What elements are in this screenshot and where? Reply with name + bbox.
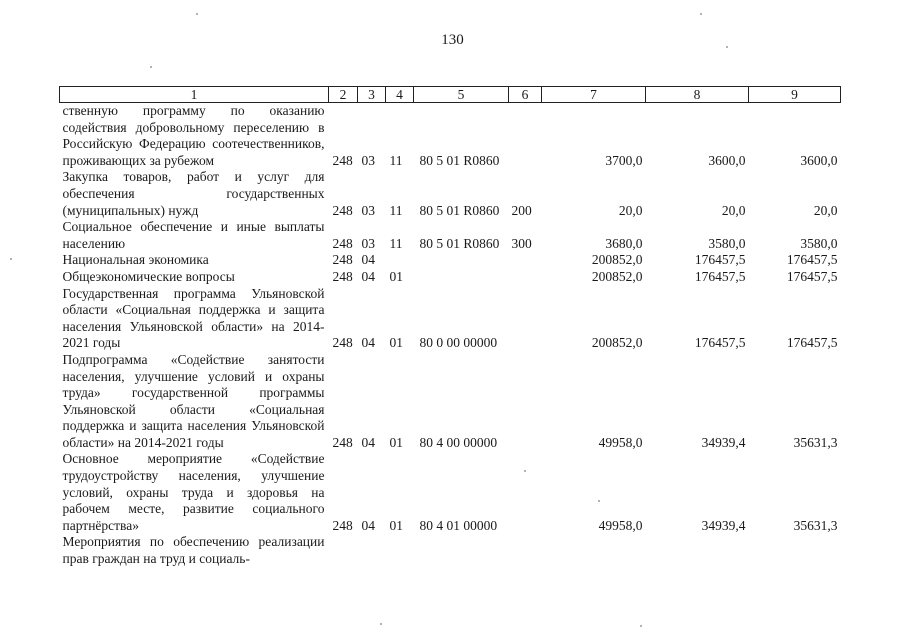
table-row xyxy=(60,352,841,452)
scan-speck xyxy=(700,13,702,15)
row-ministry-code xyxy=(329,534,358,567)
row-target-article: 80 5 01 R0860 xyxy=(419,152,500,168)
row-amount-col7: 200852,0 xyxy=(591,268,643,284)
row-ministry-code: 248 xyxy=(332,252,353,268)
row-amount-col7: 200852,0 xyxy=(591,252,643,268)
row-target-article: 80 4 00 00000 xyxy=(419,434,498,450)
table-row xyxy=(60,286,841,352)
row-section-code: 03 xyxy=(361,152,375,168)
row-target-article: 80 4 01 00000 xyxy=(419,517,498,533)
row-amount-col9 xyxy=(749,534,841,567)
row-subsection-code: 11 xyxy=(389,235,403,251)
row-name: Закупка товаров, работ и услуг для обеспечения государственных (муниципальных) нужд xyxy=(62,169,325,218)
row-ministry-code: 248 xyxy=(332,235,353,251)
row-amount-col7: 20,0 xyxy=(618,202,643,218)
row-amount-col9: 176457,5 xyxy=(786,335,838,351)
scan-speck xyxy=(640,625,642,627)
row-target-article xyxy=(414,252,509,269)
row-ministry-code: 248 xyxy=(332,335,353,351)
row-section-code: 03 xyxy=(361,202,375,218)
row-amount-col8: 176457,5 xyxy=(694,335,746,351)
row-amount-col8: 20,0 xyxy=(721,202,746,218)
row-expense-type: 300 xyxy=(511,235,532,251)
row-section-code xyxy=(358,534,386,567)
row-ministry-code: 248 xyxy=(332,152,353,168)
row-section-code: 04 xyxy=(361,335,375,351)
row-ministry-code: 248 xyxy=(332,434,353,450)
row-amount-col9: 3600,0 xyxy=(800,152,838,168)
row-name: Мероприятия по обеспечению реализации прав граждан на труд и социаль- xyxy=(62,534,325,567)
row-subsection-code xyxy=(386,252,414,269)
row-amount-col9: 35631,3 xyxy=(793,517,838,533)
row-amount-col9: 3580,0 xyxy=(800,235,838,251)
row-amount-col7: 200852,0 xyxy=(591,335,643,351)
table-row xyxy=(60,219,841,252)
row-subsection-code: 11 xyxy=(389,152,403,168)
row-amount-col8: 3580,0 xyxy=(708,235,746,251)
row-expense-type xyxy=(509,451,542,534)
row-amount-col8: 34939,4 xyxy=(701,517,746,533)
row-section-code: 04 xyxy=(361,517,375,533)
scan-speck xyxy=(598,500,600,502)
row-amount-col8: 176457,5 xyxy=(694,252,746,268)
col-header-9: 9 xyxy=(749,87,841,103)
scan-speck xyxy=(726,46,728,48)
row-name: Общеэкономические вопросы xyxy=(62,268,235,284)
col-header-5: 5 xyxy=(414,87,509,103)
row-ministry-code: 248 xyxy=(332,268,353,284)
row-amount-col7: 49958,0 xyxy=(598,517,643,533)
col-header-2: 2 xyxy=(329,87,358,103)
row-subsection-code: 11 xyxy=(389,202,403,218)
row-amount-col8 xyxy=(646,534,749,567)
row-expense-type xyxy=(509,286,542,352)
row-expense-type xyxy=(509,352,542,452)
table-row xyxy=(60,534,841,567)
row-subsection-code: 01 xyxy=(389,517,403,533)
row-expense-type xyxy=(509,103,542,170)
row-amount-col7: 49958,0 xyxy=(598,434,643,450)
col-header-6: 6 xyxy=(509,87,542,103)
row-amount-col8: 34939,4 xyxy=(701,434,746,450)
row-section-code: 03 xyxy=(361,235,375,251)
row-amount-col7 xyxy=(542,534,646,567)
row-target-article: 80 0 00 00000 xyxy=(419,335,498,351)
table-row xyxy=(60,169,841,219)
col-header-8: 8 xyxy=(646,87,749,103)
row-expense-type xyxy=(509,252,542,269)
row-target-article: 80 5 01 R0860 xyxy=(419,202,500,218)
row-section-code: 04 xyxy=(361,268,375,284)
row-target-article xyxy=(414,534,509,567)
row-name: Основное мероприятие «Содействие трудоустройству населения, улучшение условий, охраны труда и здоровья на рабочем месте, развитие социального партнёрства» xyxy=(62,451,325,533)
row-amount-col7: 3700,0 xyxy=(605,152,643,168)
row-name: Подпрограмма «Содействие занятости населения, улучшение условий и охраны труда» государственной программы Ульяновской области «Социальная поддержка и защита населения Ульяновской области» на 2014-2021 годы xyxy=(62,351,325,450)
row-name: Социальное обеспечение и иные выплаты населению xyxy=(62,219,325,251)
col-header-7: 7 xyxy=(542,87,646,103)
row-section-code: 04 xyxy=(361,434,375,450)
row-amount-col8: 176457,5 xyxy=(694,268,746,284)
row-amount-col7: 3680,0 xyxy=(605,235,643,251)
row-ministry-code: 248 xyxy=(332,517,353,533)
scan-speck xyxy=(524,470,526,472)
scan-speck xyxy=(380,623,382,625)
row-subsection-code: 01 xyxy=(389,335,403,351)
column-number-header xyxy=(60,87,841,103)
scan-speck xyxy=(150,66,152,68)
table-row xyxy=(60,252,841,269)
row-subsection-code: 01 xyxy=(389,434,403,450)
scan-speck xyxy=(196,13,198,15)
row-amount-col9: 176457,5 xyxy=(786,252,838,268)
row-amount-col9: 20,0 xyxy=(813,202,838,218)
table-row xyxy=(60,103,841,170)
row-expense-type xyxy=(509,534,542,567)
row-expense-type xyxy=(509,269,542,286)
col-header-3: 3 xyxy=(358,87,386,103)
row-target-article: 80 5 01 R0860 xyxy=(419,235,500,251)
row-subsection-code: 01 xyxy=(389,268,403,284)
col-header-1: 1 xyxy=(60,87,329,103)
row-amount-col9: 35631,3 xyxy=(793,434,838,450)
row-subsection-code xyxy=(386,534,414,567)
row-name: Национальная экономика xyxy=(62,252,209,268)
row-target-article xyxy=(414,269,509,286)
scan-speck xyxy=(10,258,12,260)
row-amount-col8: 3600,0 xyxy=(708,152,746,168)
row-section-code: 04 xyxy=(361,252,375,268)
budget-table xyxy=(59,86,841,568)
row-name: Государственная программа Ульяновской области «Социальная поддержка и защита населения Ульяновской области» на 2014-2021 годы xyxy=(62,285,325,351)
row-expense-type: 200 xyxy=(511,202,532,218)
col-header-4: 4 xyxy=(386,87,414,103)
row-ministry-code: 248 xyxy=(332,202,353,218)
table-row xyxy=(60,451,841,534)
page-number: 130 xyxy=(441,32,464,48)
row-amount-col9: 176457,5 xyxy=(786,268,838,284)
table-row xyxy=(60,269,841,286)
row-name: ственную программу по оказанию содействия добровольному переселению в Российскую Федерацию соотечественников, проживающих за рубежом xyxy=(62,103,325,168)
